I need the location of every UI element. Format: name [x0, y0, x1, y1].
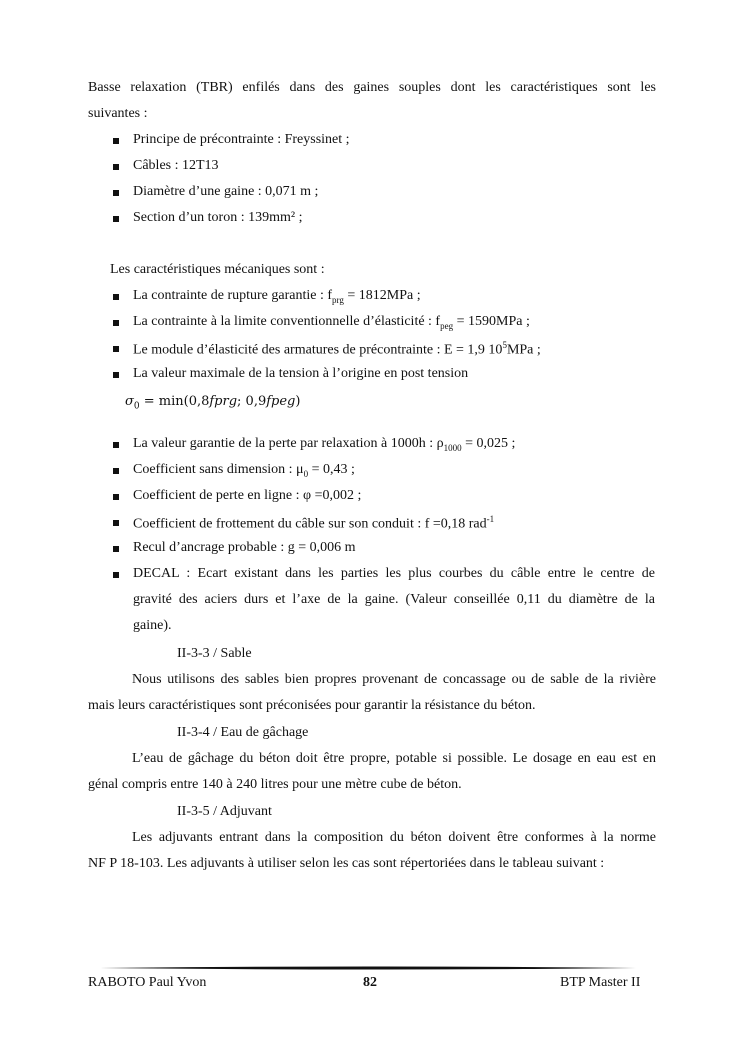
- bullet-icon: [113, 569, 121, 577]
- bullet-icon: [113, 187, 121, 195]
- bullet-icon: [113, 465, 121, 473]
- list-item: La contrainte à la limite conventionnelle d’élasticité : $f_{peg} = 1590MPa$ ;: [133, 314, 530, 331]
- list-item: La valeur maximale de la tension à l’origine en post tension: [133, 366, 469, 381]
- list-item-continuation: gaine).: [133, 618, 172, 633]
- footer-divider: [100, 966, 640, 970]
- section-heading-sable: II-3-3 / Sable: [177, 646, 252, 661]
- footer-course: BTP Master II: [560, 975, 641, 990]
- bullet-icon: [113, 439, 121, 447]
- bullet-icon: [113, 517, 121, 525]
- list-item: Le module d’élasticité des armatures de précontrainte : E = 1,9 $10^5MPa$ ;: [133, 340, 541, 358]
- bullet-icon: [113, 213, 121, 221]
- sable-para-line-2: mais leurs caractéristiques sont préconisées pour garantir la résistance du béton.: [88, 698, 536, 713]
- page-number: 82: [363, 975, 377, 990]
- bullet-icon: [113, 543, 121, 551]
- intro-line-2: suivantes :: [88, 106, 148, 121]
- list-item: Diamètre d’une gaine : 0,071 m ;: [133, 184, 319, 199]
- section-heading-adjuvant: II-3-5 / Adjuvant: [177, 804, 272, 819]
- list-item: Section d’un toron : 139mm² ;: [133, 210, 303, 225]
- bullet-icon: [113, 317, 121, 325]
- list-item: Coefficient de frottement du câble sur son conduit : f =0,18 rad$^{-1}$: [133, 514, 495, 532]
- adjuvant-para-line-2: NF P 18-103. Les adjuvants à utiliser selon les cas sont répertoriées dans le tableau suivant :: [88, 856, 605, 871]
- adjuvant-para-line-1: Les adjuvants entrant dans la composition du béton doivent être conformes à la norme: [132, 830, 656, 845]
- bullet-icon: [113, 343, 121, 351]
- eau-para-line-1: L’eau de gâchage du béton doit être propre, potable si possible. Le dosage en eau est en: [132, 751, 656, 766]
- list-item: Câbles : 12T13: [133, 158, 219, 173]
- list-item: Coefficient de perte en ligne : φ =0,002 ;: [133, 488, 362, 503]
- section-heading-eau: II-3-4 / Eau de gâchage: [177, 725, 309, 740]
- sable-para-line-1: Nous utilisons des sables bien propres provenant de concassage ou de sable de la rivière: [132, 672, 656, 687]
- list-item: DECAL : Ecart existant dans les parties les plus courbes du câble entre le centre de: [133, 566, 655, 581]
- intro-line-1: Basse relaxation (TBR) enfilés dans des gaines souples dont les caractéristiques sont les: [88, 80, 656, 95]
- eau-para-line-2: génal compris entre 140 à 240 litres pour une mètre cube de béton.: [88, 777, 462, 792]
- list-item: Recul d’ancrage probable : g = 0,006 m: [133, 540, 356, 555]
- list-item: La contrainte de rupture garantie : $f_{prg} = 1812MPa$ ;: [133, 288, 421, 305]
- bullet-icon: [113, 135, 121, 143]
- mech-heading: Les caractéristiques mécaniques sont :: [110, 262, 325, 277]
- list-item: La valeur garantie de la perte par relaxation à 1000h : $\rho_{1000} = 0,025$ ;: [133, 436, 516, 453]
- bullet-icon: [113, 491, 121, 499]
- bullet-icon: [113, 369, 121, 377]
- formula: $\sigma_0$ = min(0,8𝑓𝑝𝑟𝑔; 0,9𝑓𝑝𝑒𝑔): [125, 394, 301, 412]
- list-item-continuation: gravité des aciers durs et l’axe de la gaine. (Valeur conseillée 0,11 du diamètre de la: [133, 592, 655, 607]
- list-item: Principe de précontrainte : Freyssinet ;: [133, 132, 350, 147]
- bullet-icon: [113, 291, 121, 299]
- footer-author: RABOTO Paul Yvon: [88, 975, 207, 990]
- list-item: Coefficient sans dimension : $\mu_0 = 0,43$ ;: [133, 462, 355, 479]
- bullet-icon: [113, 161, 121, 169]
